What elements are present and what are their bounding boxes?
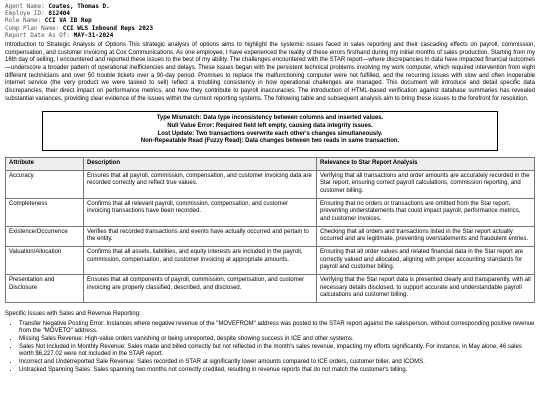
relevance-cell: Checking that all orders and transactions listed in the Star report actually occurred and are legitimate, preventing overstatements and fraudulent entries. [317, 226, 535, 246]
issues-list [5, 321, 535, 375]
description-cell: Ensures that all payroll, commission, compensation, and customer invoicing data are recorded correctly and reflect true values. [84, 170, 317, 198]
attribute-cell: Valuation/Allocation [6, 247, 84, 275]
column-header: Attribute [6, 158, 84, 171]
glossary-non-repeatable-read: Non-Repeatable Read (Fuzzy Read): Data changes between two reads in same transaction. [140, 138, 400, 145]
glossary-type-mismatch: Type Mismatch: Data type inconsistency between columns and inserted values. [156, 115, 384, 122]
table-row [6, 170, 535, 198]
meta-label: Agent Name: [5, 3, 49, 10]
error-glossary-box [42, 111, 498, 151]
table-row [6, 198, 535, 226]
meta-label: Comp Plan Name: [5, 24, 63, 32]
list-item: • Sales Not Included in Monthly Revenue: Sales made and billed correctly but not reflected in the month's sales revenue, impacting my efforts significantly. For instance, in May alone, 46 sales worth $6,227.02 were not included in the STAR report. [19, 344, 535, 359]
description-cell: Verifies that recorded transactions and events have actually occurred and pertain to the entity. [84, 226, 317, 246]
comp-plan-row [5, 25, 535, 32]
table-row [6, 226, 535, 246]
meta-label: Report Date As Of: [5, 31, 74, 39]
glossary-null-value: Null Value Error: Required field left empty, causing data integrity issues. [167, 122, 373, 129]
employee-id-value: 812404 [48, 10, 71, 18]
description-cell: Confirms that all assets, liabilities, and equity interests are included in the payroll, commission, compensation, and customer invoicing at appropriate amounts. [84, 247, 317, 275]
agent-name-row [5, 3, 535, 10]
agent-name-value: Coates, Thomas D. [48, 3, 110, 10]
relevance-cell: Ensuring that no orders or transactions are omitted from the Star report, preventing understatements that could impact payroll, performance metrics, and customer invoices. [317, 198, 535, 226]
agent-header [5, 3, 535, 39]
column-header: Description [84, 158, 317, 171]
attribute-cell: Completeness [6, 198, 84, 226]
list-item: • Untracked Spanning Sales: Sales spanning two months not correctly credited, resulting in revenue reports that do not match the customer's billing. [19, 367, 535, 375]
glossary-lost-update: Lost Update: Two transactions overwrite each other's changes simultaneously. [157, 130, 383, 137]
attribute-cell: Existence/Occurrence [6, 226, 84, 246]
intro-paragraph: Introduction to Strategic Analysis of Options This strategic analysis of options aims to highlight the systemic issues faced in sales reporting and their cascading effects on payroll, commission, compensation, and customer invoicing at Cox Communications. As one employee, I have experienced the reality of these errors firsthand during my initial months of sales production. Starting from my 16th day of selling, I encountered and reported these issues to the best of my ability. The challenges encountered with the STAR report—where discrepancies in data have impacted financial outcomes—underscore a broader pattern of operational inefficiencies and delays. These issues began with the persistent technical problems involving my work computer, which required intervention from eight different technicians and over 50 trouble tickets over a 90-day period. Promises to replace the malfunctioning computer were not fulfilled, and the recurring issues with slow and often inoperable internet service (the very product we were tasked to sell) reflect a troubling consistency in how operational challenges are managed. This document will introduce and detail specific data discrepancies, their direct impact on performance metrics, and how they contribute to payroll inaccuracies. The introduction of HTML-based verification against database summaries has revealed substantial variances, providing clear evidence of the issues within the current reporting systems. The following table and subsequent analysis aim to bring these issues to the forefront for resolution. [5, 41, 535, 102]
meta-label: Employe ID: [5, 10, 49, 18]
list-item: • Missing Sales Revenue: High-value orders vanishing or being unreported, despite showing success in ICE and other systems. [19, 336, 535, 344]
relevance-cell: Verifying that all transactions and order amounts are accurately recorded in the Star report, ensuring correct payroll calculations, commission reporting, and customer billing. [317, 170, 535, 198]
relevance-cell: Verifying that the Star report data is presented clearly and transparently, with all necessary details disclosed, to support accurate and understandable payroll calculations and customer billing. [317, 275, 535, 303]
report-date-row [5, 32, 535, 39]
meta-label: Role Name: [5, 17, 45, 25]
table-row [6, 275, 535, 303]
description-cell: Confirms that all relevant payroll, commission, compensation, and customer invoicing transactions have been recorded. [84, 198, 317, 226]
comp-plan-value: CCI WLS Inbound Reps 2023 [62, 24, 154, 32]
attribute-cell: Presentation and Disclosure [6, 275, 84, 303]
relevance-cell: Ensuring that all order values and related financial data in the Star report are correctly valued and allocated, aligning with proper accounting standards for payroll and customer billing. [317, 247, 535, 275]
list-item: • Incorrect and Underreported Sale Revenue: Sales recorded in STAR at significantly lower amounts compared to ICE orders, customer biller, and ICOMS. [19, 359, 535, 367]
issues-heading: Specific Issues with Sales and Revenue Reporting: [5, 311, 141, 318]
attributes-table [5, 157, 535, 303]
role-name-row [5, 17, 535, 24]
role-name-value: CCI VA IB Rep [44, 17, 92, 25]
report-date-value: MAY-31-2024 [73, 31, 114, 39]
list-item: • Transfer Negative Posting Error: Instances where negative revenue of the "MOVEFROM" address was posted to the STAR report against the salesperson, without corresponding positive revenue from the "MOVETO" address. [19, 321, 535, 336]
table-header-row [6, 158, 535, 171]
table-row [6, 247, 535, 275]
description-cell: Ensures that all components of payroll, commission, compensation, and customer invoicing are properly classified, described, and disclosed. [84, 275, 317, 303]
column-header: Relevance to Star Report Analysis [317, 158, 535, 171]
employee-id-row [5, 10, 535, 17]
attribute-cell: Accuracy [6, 170, 84, 198]
